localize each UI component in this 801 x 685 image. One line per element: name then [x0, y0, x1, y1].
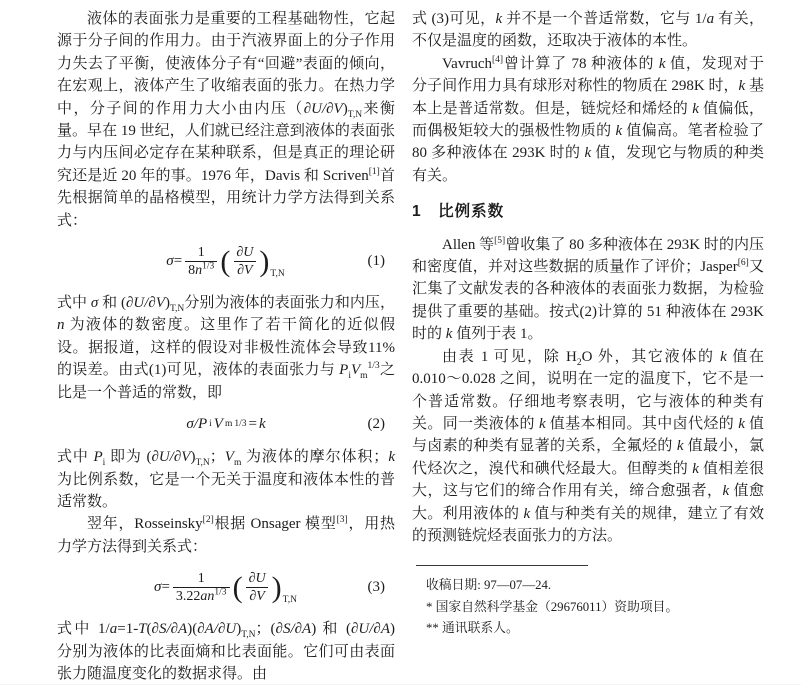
text-run-sup: [5] [494, 235, 506, 246]
equation [57, 565, 395, 609]
equation [57, 411, 395, 437]
text-run-i: n [195, 262, 203, 278]
partial-derivative-fraction [246, 570, 269, 605]
section-heading: 1 比例系数 [412, 203, 505, 221]
fraction-denominator [246, 587, 267, 605]
text-run: 值在 0.010～0.028 之间，说明在一定的温度下，它不是一个普适常数。仔细地考察表明，它与液体的种类有关。同一类液体的 [412, 348, 764, 432]
equation-lhs [154, 576, 170, 598]
text-run: 式中 [57, 449, 94, 466]
paragraph [412, 234, 764, 346]
text-run: = [248, 415, 257, 432]
text-run-sup: [1] [368, 166, 380, 177]
text-run: 根据 Onsager 模型 [213, 516, 337, 533]
equation-body [154, 570, 298, 605]
text-run-i: ∂U [248, 570, 266, 586]
footnote [412, 575, 764, 597]
text-run: 和 ( [98, 295, 126, 312]
text-run: 式 (3)可见， [412, 11, 496, 27]
text-run-sub: 2 [576, 357, 582, 368]
text-run: O 外，其它液体的 [581, 348, 721, 365]
text-run-sup: [6] [737, 258, 749, 269]
fraction-denominator [185, 261, 217, 279]
text-run: 收稿日期: 97—07—24. [426, 578, 552, 593]
text-run-i: k [538, 415, 546, 432]
text-run: 值愈大。利用液体的 [412, 483, 764, 522]
text-run-i: ∂U [236, 244, 254, 260]
text-run-i: k [738, 415, 745, 432]
text-run: 曾收集了 80 多种液体在 293K 时的内压和密度值，并对这些数据的质量作了评价；Jasper [412, 236, 765, 276]
text-run-i: ∂A/∂U [197, 621, 237, 638]
text-run: 1 [197, 244, 205, 260]
text-run: )( [187, 621, 198, 638]
text-run: 即为 ( [105, 449, 152, 466]
text-run-i: V [350, 362, 361, 379]
text-run-sub: T,N [347, 109, 363, 120]
paragraph [412, 53, 764, 187]
text-run: 1 [197, 570, 205, 586]
equation-lhs [166, 250, 182, 272]
text-run: 值相差很大，这与它们的缔合作用有关，缔合愈强者， [412, 460, 764, 500]
coefficient-fraction [185, 244, 217, 279]
left-parenthesis: ( [220, 245, 231, 279]
equation-number: (3) [367, 578, 385, 595]
text-run-i: n [57, 317, 65, 334]
text-run: 来衡量。早在 19 世纪，人们就已经注意到液体的表面张力与内压间必定存在某种联系，但是真正的理论研究还是近 20 年的事。1976 年，Davis 和 Scriven [57, 100, 395, 184]
text-run-i: ∂V [237, 262, 253, 278]
text-run: Allen 等 [442, 236, 495, 253]
text-run: * 国家自然科学基金（29676011）资助项目。 [426, 599, 679, 614]
text-run-i: ∂S/∂A [151, 621, 188, 638]
text-run: 式中 1/ [57, 621, 110, 638]
text-run-sub: T,N [195, 458, 210, 469]
text-run: ，用热力学方法得到关系式： [57, 516, 395, 555]
text-run-i: V [213, 415, 223, 432]
text-run-sub: T,N [241, 630, 256, 641]
text-run-i: T [138, 621, 147, 638]
equation-number: (1) [367, 252, 385, 269]
text-run-sup: [4] [491, 54, 504, 65]
paragraph [57, 618, 395, 685]
text-run: ) 和 ( [311, 621, 351, 638]
text-run: ) 分别为液体的比表面熵和比表面能。它们可由表面张力随温度变化的数据求得。由 [57, 621, 395, 682]
text-run: 8 [188, 262, 196, 278]
text-run-i: ∂V [249, 588, 265, 604]
equation-subscript: T,N [270, 268, 285, 279]
fraction-denominator [173, 587, 230, 605]
text-run-i: V [224, 449, 234, 466]
text-run: 值，发现对于分子间作用力具有球形对称性的物质在 298K 时， [412, 55, 764, 95]
text-run-i: σ [154, 578, 162, 595]
paragraph [57, 292, 395, 404]
left-column [57, 8, 395, 685]
text-run: 首先根据简单的晶格模型，用统计力学方法得到关系式： [57, 167, 395, 229]
partial-derivative-fraction [233, 244, 256, 279]
equation-number: (2) [367, 415, 385, 432]
text-run-sup: [3] [336, 515, 348, 526]
paragraph [57, 513, 395, 558]
text-run-i: σ [166, 252, 174, 269]
text-run: ** 通讯联系人。 [426, 621, 519, 636]
text-run-i: ∂S/∂A [275, 621, 312, 638]
text-run: 分别为液体的表面张力和内压， [184, 295, 395, 312]
text-run-i: ∂U/∂V [303, 100, 343, 117]
fraction-denominator [234, 261, 255, 279]
text-run-i: k [658, 55, 666, 72]
text-run-i: k [388, 449, 395, 466]
text-run-sup: 1/3 [202, 260, 215, 271]
footnote [412, 597, 764, 619]
text-run: 值与卤素的种类有显著的关系，全氟烃的 [412, 415, 764, 455]
text-run: 之比是一个普适的常数，即 [57, 362, 395, 401]
text-run: 为比例系数，它是一个无关于温度和液体本性的普适常数。 [57, 471, 395, 510]
paragraph [57, 8, 395, 232]
text-run: 翌年，Rosseinsky [87, 516, 203, 533]
text-run: 值与种类有关的规律，建立了有效的预测链烷烃表面张力的方法。 [412, 505, 764, 544]
right-column [412, 8, 764, 640]
text-run: 值偏低，而偶极矩较大的强极性物质的 [412, 100, 764, 140]
equation [57, 239, 395, 283]
text-run-i: an [200, 588, 215, 604]
text-run: 为液体的数密度。这里作了若干简化的近似假设。据报道，这样的假设对非极性流体会导致11%的误差。由式(1)可见，液体的表面张力与 [57, 317, 395, 379]
text-run-i: k [676, 438, 684, 455]
text-run: ) [164, 295, 170, 312]
text-run: = [173, 252, 183, 269]
text-run-sup: 1/3 [367, 361, 380, 372]
text-run-sub: i [348, 371, 351, 382]
text-run: 为液体的摩尔体积； [241, 449, 389, 466]
text-run-i: ∂U/∂V [125, 295, 165, 312]
text-run: 液体的表面张力是重要的工程基础物性，它起源于分子间的作用力。由于汽液界面上的分子作用力失去了平衡，使液体分子有“回避”表面的倾向，在宏观上，液体产生了收缩表面的张力。在热力学中，分子间的作用力大小由内压（ [57, 11, 395, 117]
text-run: 由表 1 可见，除 H [442, 348, 577, 365]
right-parenthesis: ) [259, 245, 270, 279]
text-run: 有关，不仅是温度的函数，还取决于液体的本性。 [412, 11, 764, 50]
text-run: 值，发现它与物质的种类有关。 [412, 145, 764, 184]
paragraph [412, 346, 764, 548]
text-run: 曾计算了 78 种液体的 [503, 55, 659, 72]
text-run-sub: m [360, 371, 368, 382]
footnote-divider [416, 565, 588, 566]
text-run: 值列于表 1。 [452, 326, 543, 343]
text-run: ) [190, 449, 196, 466]
text-run-i: σ/P [186, 415, 208, 432]
text-run: ) [236, 621, 242, 638]
text-run-sub: m [233, 458, 242, 469]
paragraph [57, 446, 395, 513]
text-run-i: k [523, 505, 531, 522]
text-run-i: k [584, 145, 592, 162]
text-run: Vavruch [442, 55, 492, 72]
text-run-i: k [692, 460, 699, 477]
text-run: 式中 [57, 295, 91, 312]
text-run-i: P [339, 362, 349, 379]
text-run-i: a [109, 621, 118, 638]
text-run-i: k [258, 415, 266, 432]
text-run: =1- [117, 621, 139, 638]
text-run: ； [209, 449, 225, 466]
fraction-numerator [233, 244, 256, 261]
text-run: = [161, 578, 170, 595]
text-run-i: k [615, 123, 623, 140]
paragraph [412, 8, 764, 53]
equation-body: σ/P i V m 1/3 = k [186, 413, 265, 435]
text-run: 又汇集了文献发表的各种液体的表面张力数据，为检验提供了重要的基础。按式(2)计算的 51 种液体在 293K 时的 [412, 259, 764, 343]
equation-subscript: T,N [282, 594, 297, 605]
coefficient-fraction [173, 570, 230, 605]
fraction-numerator [195, 244, 208, 261]
text-run-i: k [738, 78, 746, 95]
text-run: 3.22 [175, 588, 201, 604]
text-run-sub: T,N [169, 304, 185, 315]
text-run: 值最小，氯代烃次之，溴代和碘代烃最大。但醇类的 [412, 438, 764, 477]
text-run-i: k [720, 348, 727, 365]
fraction-numerator [246, 570, 269, 587]
text-run: ；( [255, 621, 276, 638]
text-run-i: k [692, 100, 699, 117]
text-run: 基本上是普适常数。但是，链烷烃和烯烃的 [412, 78, 764, 117]
text-run-sub: i [102, 458, 106, 469]
text-run-i: ∂U/∂A [351, 621, 390, 638]
text-run: ) [342, 100, 348, 117]
text-run-i: k [495, 11, 503, 27]
left-parenthesis: ( [232, 571, 243, 605]
text-run-i: ∂U/∂V [151, 449, 191, 466]
text-run-i: k [722, 483, 730, 500]
text-run: ( [146, 621, 152, 638]
text-run: 值基本相同。其中卤代烃的 [545, 415, 739, 432]
text-run: 并不是一个普适常数，它与 1/ [502, 11, 707, 27]
text-run-sup: [2] [202, 515, 214, 526]
text-run-sup: 1/3 [214, 586, 227, 597]
right-parenthesis: ) [271, 571, 282, 605]
text-run-i: σ [90, 295, 99, 312]
text-run-i: k [445, 326, 453, 343]
fraction-numerator [195, 570, 208, 587]
equation-body [166, 244, 285, 279]
text-run-i: P [93, 449, 103, 466]
text-run-i: a [706, 11, 715, 27]
footnote [412, 618, 764, 640]
text-run: 值偏高。笔者检验了 80 多种液体在 293K 时的 [412, 123, 764, 162]
